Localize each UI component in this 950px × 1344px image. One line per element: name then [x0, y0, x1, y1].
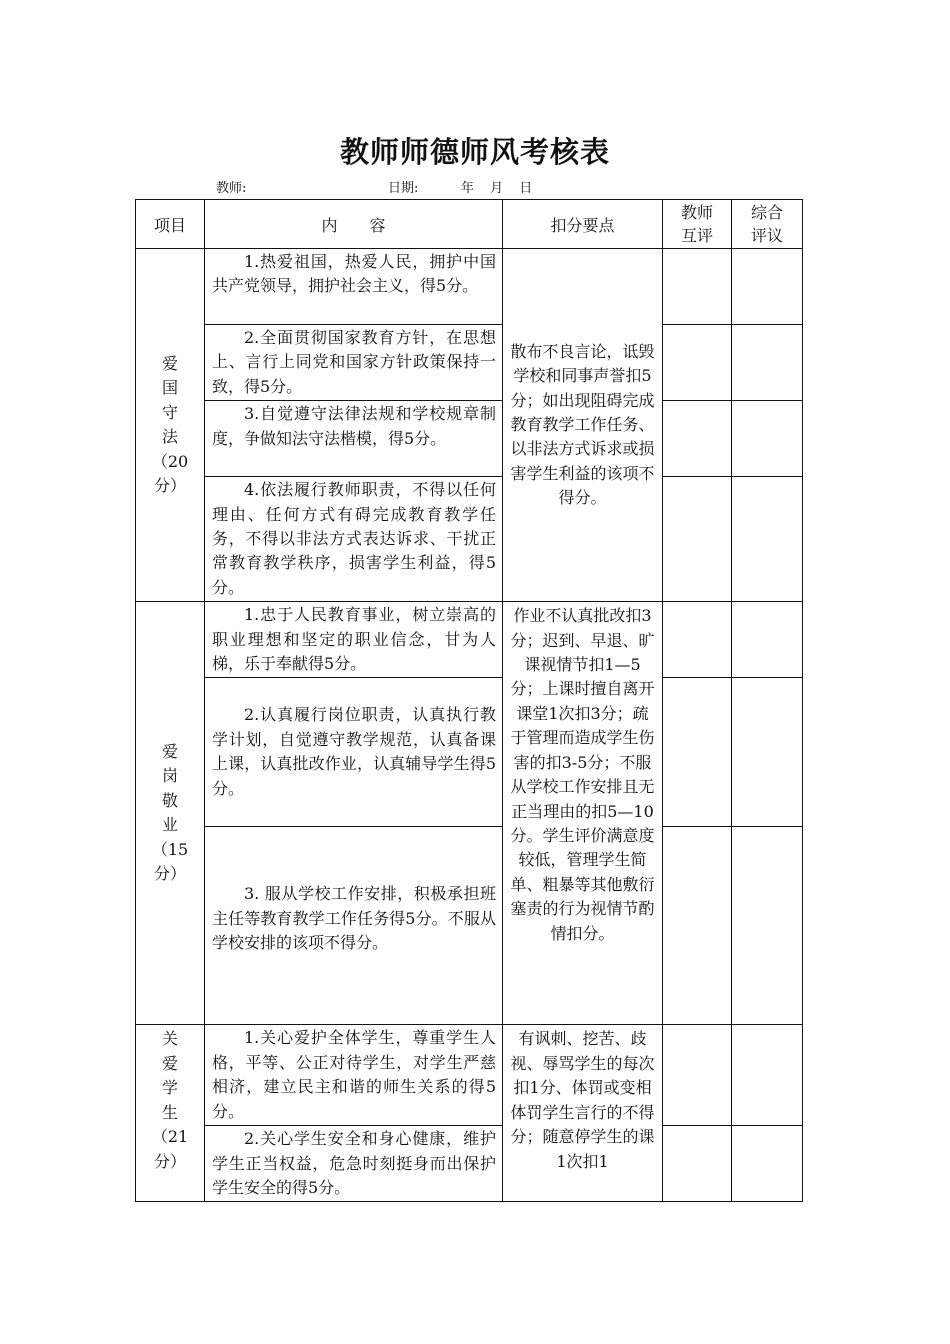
- overall-review-cell[interactable]: [732, 1025, 803, 1126]
- header-peer-review-line2: 互评: [680, 226, 713, 245]
- deduction-cell: [503, 602, 663, 1025]
- content-text: 1.热爱祖国，热爱人民，拥护中国共产党领导，拥护社会主义，得5分。: [212, 252, 496, 296]
- header-peer-review: [663, 200, 732, 249]
- date-label: 日期:: [388, 181, 419, 196]
- content-item: [205, 1126, 503, 1202]
- teacher-label: 教师:: [216, 181, 247, 196]
- category-score: （20: [151, 451, 189, 471]
- category-score-unit: 分）: [153, 476, 186, 496]
- header-row: [136, 200, 803, 249]
- content-item: [205, 249, 503, 325]
- peer-review-cell[interactable]: [663, 325, 732, 401]
- content-item: [205, 1025, 503, 1126]
- deduction-text: 有讽刺、挖苦、歧视、辱骂学生的每次扣1分、体罚或变相体罚学生言行的不得分；随意停学生的课1次扣1: [510, 1029, 655, 1171]
- header-peer-review-line1: 教师: [680, 203, 713, 222]
- peer-review-cell[interactable]: [663, 1025, 732, 1126]
- category-char: 爱: [161, 353, 178, 373]
- category-char: 守: [161, 402, 178, 422]
- category-score: （21: [151, 1127, 189, 1147]
- content-text: 2.关心学生安全和身心健康，维护学生正当权益，危急时刻挺身而出保护学生安全的得5分。: [212, 1129, 496, 1197]
- content-text: 2.全面贯彻国家教育方针，在思想上、言行上同党和国家方针政策保持一致，得5分。: [212, 328, 496, 396]
- content-item: [205, 325, 503, 401]
- category-char: 爱: [161, 1053, 178, 1073]
- table-row: [136, 249, 803, 325]
- overall-review-cell[interactable]: [732, 827, 803, 1025]
- category-score: （15: [151, 839, 189, 859]
- category-score-unit: 分）: [153, 864, 186, 884]
- content-text: 1.忠于人民教育事业，树立崇高的职业理想和坚定的职业信念，甘为人梯，乐于奉献得5分。: [212, 605, 496, 674]
- category-char: 爱: [161, 741, 178, 761]
- category-char: 关: [161, 1029, 178, 1049]
- category-char: 业: [161, 815, 178, 835]
- category-char: 生: [161, 1102, 178, 1122]
- category-char: 敬: [161, 790, 178, 810]
- overall-review-cell[interactable]: [732, 401, 803, 477]
- overall-review-cell[interactable]: [732, 477, 803, 602]
- category-cell: [136, 1025, 205, 1202]
- content-text: 2.认真履行岗位职责，认真执行教学计划，自觉遵守教学规范，认真备课上课，认真批改作业，认真辅导学生得5分。: [212, 705, 496, 798]
- peer-review-cell[interactable]: [663, 1126, 732, 1202]
- content-text: 3.自觉遵守法律法规和学校规章制度，争做知法守法楷模，得5分。: [212, 404, 496, 448]
- overall-review-cell[interactable]: [732, 678, 803, 827]
- table-row: [136, 477, 803, 602]
- content-text: 4.依法履行教师职责，不得以任何理由、任何方式有碍完成教育教学任务，不得以非法方式表达诉求、干扰正常教育教学秩序，损害学生利益，得5分。: [212, 480, 496, 597]
- overall-review-cell[interactable]: [732, 602, 803, 678]
- table-row: [136, 1126, 803, 1202]
- header-project: 项目: [136, 200, 205, 249]
- header-overall: [732, 200, 803, 249]
- content-item: [205, 477, 503, 602]
- header-deduction: 扣分要点: [503, 200, 663, 249]
- category-char: 法: [161, 427, 178, 447]
- date-parts: 年 月 日: [461, 181, 533, 196]
- page-title: 教师师德师风考核表: [339, 135, 610, 169]
- content-item: [205, 401, 503, 477]
- table-row: [136, 602, 803, 678]
- content-text: 1.关心爱护全体学生，尊重学生人格，平等、公正对待学生，对学生严慈相济，建立民主和谐的师生关系的得5分。: [212, 1028, 496, 1121]
- category-char: 岗: [161, 766, 178, 786]
- table-row: [136, 401, 803, 477]
- category-score-unit: 分）: [153, 1151, 186, 1171]
- peer-review-cell[interactable]: [663, 401, 732, 477]
- table-row: [136, 827, 803, 1025]
- header-overall-line2: 评议: [750, 226, 783, 245]
- deduction-cell: [503, 249, 663, 602]
- table-row: [136, 1025, 803, 1126]
- overall-review-cell[interactable]: [732, 325, 803, 401]
- overall-review-cell[interactable]: [732, 1126, 803, 1202]
- deduction-text: 作业不认真批改扣3分；迟到、早退、旷课视情节扣1—5分；上课时擅自离开课堂1次扣3分；疏于管理而造成学生伤害的扣3-5分；不服从学校工作安排且无正当理由的扣5—10分。学生评价满意度较低，管理学生简单、粗暴等其他敷衍塞责的行为视情节酌情扣分。: [510, 606, 655, 943]
- deduction-cell: [503, 1025, 663, 1202]
- table-row: [136, 325, 803, 401]
- header-overall-line1: 综合: [750, 203, 783, 222]
- category-cell: [136, 602, 205, 1025]
- overall-review-cell[interactable]: [732, 249, 803, 325]
- content-item: [205, 602, 503, 678]
- assessment-table: [135, 199, 803, 1202]
- peer-review-cell[interactable]: [663, 678, 732, 827]
- category-char: 国: [161, 378, 178, 398]
- category-char: 学: [161, 1078, 178, 1098]
- content-text: 3. 服从学校工作安排，积极承担班主任等教育教学工作任务得5分。不服从学校安排的该项不得分。: [212, 884, 496, 953]
- peer-review-cell[interactable]: [663, 602, 732, 678]
- content-item: [205, 678, 503, 827]
- table-row: [136, 678, 803, 827]
- content-item: [205, 827, 503, 1025]
- peer-review-cell[interactable]: [663, 249, 732, 325]
- deduction-text: 散布不良言论，诋毁学校和同事声誉扣5分；如出现阻碍完成教育教学工作任务、以非法方式诉求或损害学生利益的该项不得分。: [510, 341, 655, 508]
- peer-review-cell[interactable]: [663, 477, 732, 602]
- category-cell: [136, 249, 205, 602]
- header-content: 内 容: [205, 200, 503, 249]
- peer-review-cell[interactable]: [663, 827, 732, 1025]
